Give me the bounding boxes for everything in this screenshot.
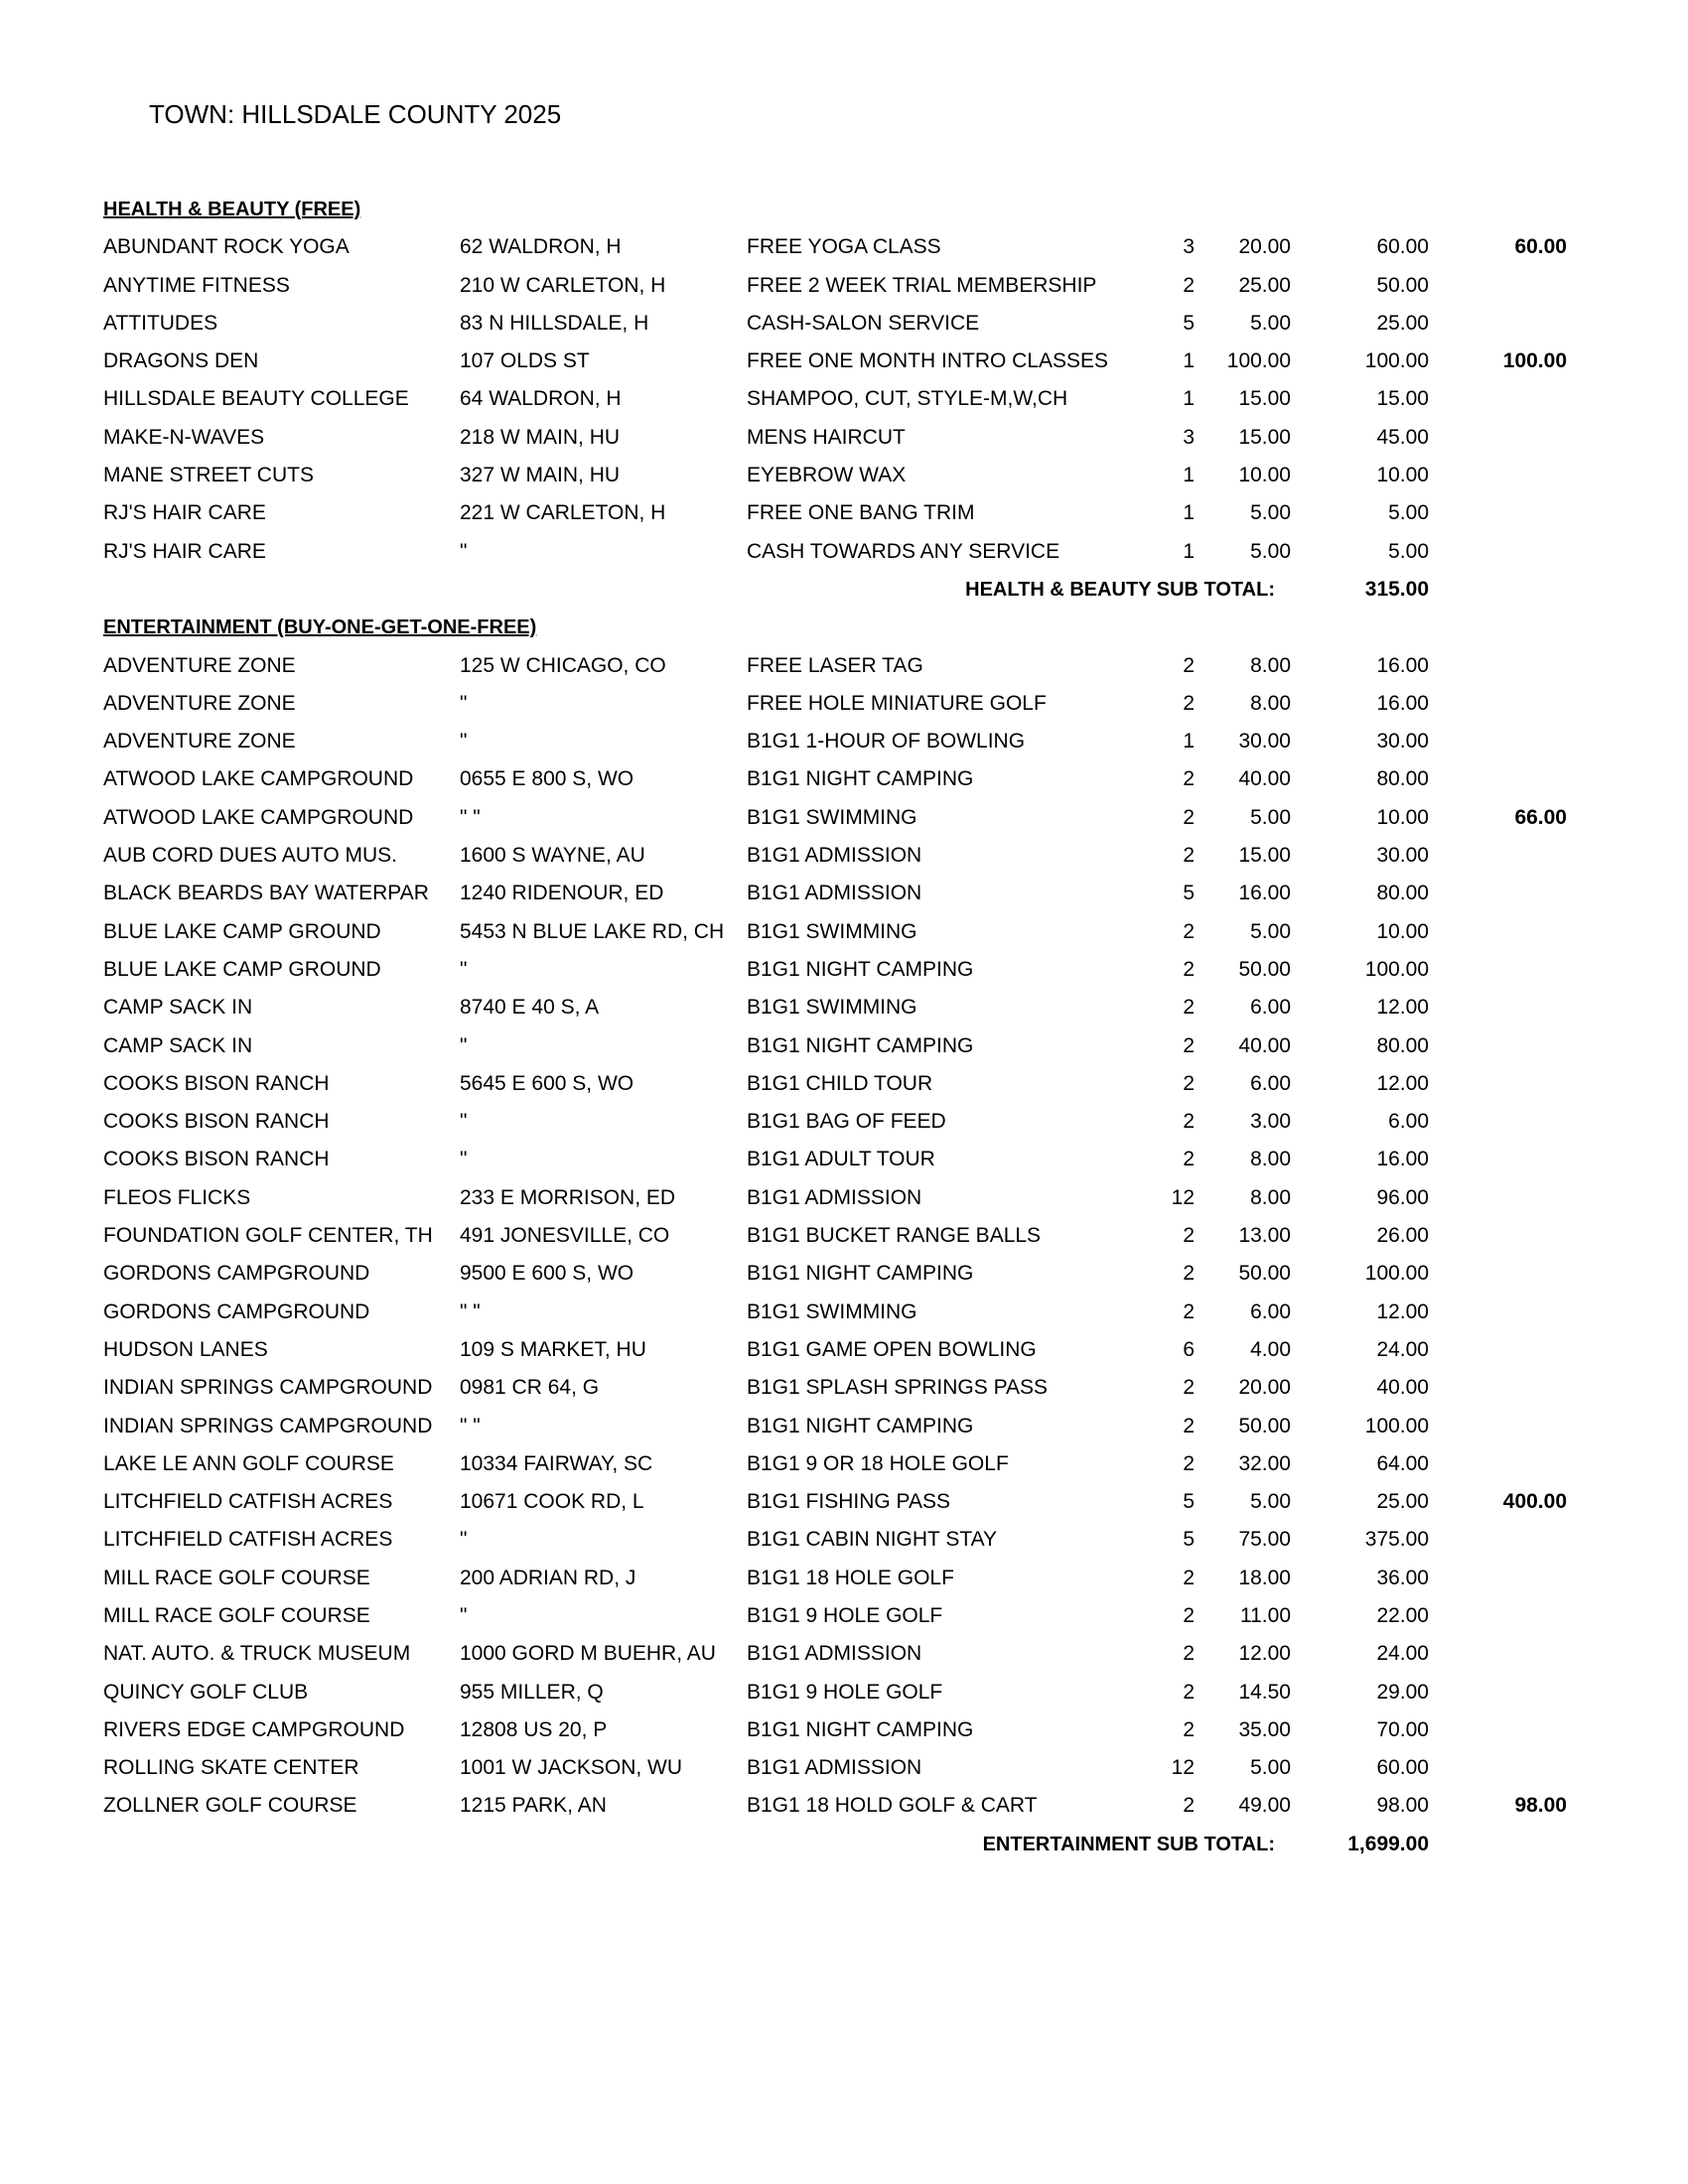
section-header (0, 609, 1688, 646)
table-row (0, 1597, 1688, 1635)
quantity: 2 (1183, 1566, 1195, 1589)
business-name: GORDONS CAMPGROUND (103, 1299, 370, 1323)
offer: B1G1 NIGHT CAMPING (747, 1414, 974, 1437)
line-total: 375.00 (1364, 1528, 1429, 1552)
table-row (0, 951, 1688, 989)
unit-value: 20.00 (1238, 1376, 1291, 1400)
quantity: 2 (1183, 957, 1195, 981)
business-name: ATWOOD LAKE CAMPGROUND (103, 767, 414, 791)
unit-value: 8.00 (1250, 1148, 1291, 1171)
quantity: 2 (1183, 1071, 1195, 1095)
unit-value: 5.00 (1250, 805, 1291, 829)
offer: B1G1 BUCKET RANGE BALLS (747, 1224, 1042, 1248)
line-total: 64.00 (1376, 1451, 1429, 1475)
offer: B1G1 SWIMMING (747, 996, 917, 1020)
table-row (0, 1635, 1688, 1673)
line-total: 50.00 (1376, 273, 1429, 297)
section-title: ENTERTAINMENT (BUY-ONE-GET-ONE-FREE) (103, 616, 537, 639)
quantity: 2 (1183, 273, 1195, 297)
address: 62 WALDRON, H (460, 235, 622, 259)
table-row (0, 419, 1688, 457)
table-row (0, 799, 1688, 837)
table-row (0, 647, 1688, 685)
table-row (0, 1711, 1688, 1749)
unit-value: 6.00 (1250, 1071, 1291, 1095)
table-row (0, 457, 1688, 494)
line-total: 22.00 (1376, 1603, 1429, 1627)
line-total: 70.00 (1376, 1717, 1429, 1741)
quantity: 5 (1183, 1490, 1195, 1514)
line-total: 5.00 (1388, 501, 1429, 525)
offer: FREE LASER TAG (747, 653, 923, 677)
business-name: COOKS BISON RANCH (103, 1110, 330, 1134)
table-row (0, 1560, 1688, 1597)
unit-value: 40.00 (1238, 1033, 1291, 1057)
table-row (0, 228, 1688, 266)
address: " (460, 1148, 468, 1171)
business-name: ZOLLNER GOLF COURSE (103, 1794, 357, 1818)
address: " (460, 539, 468, 563)
offer: B1G1 NIGHT CAMPING (747, 957, 974, 981)
line-total: 100.00 (1364, 349, 1429, 373)
business-name: ADVENTURE ZONE (103, 691, 296, 715)
offer: CASH TOWARDS ANY SERVICE (747, 539, 1060, 563)
unit-value: 32.00 (1238, 1451, 1291, 1475)
line-total: 6.00 (1388, 1110, 1429, 1134)
unit-value: 15.00 (1238, 844, 1291, 868)
unit-value: 8.00 (1250, 653, 1291, 677)
address: 10334 FAIRWAY, SC (460, 1451, 653, 1475)
address: " (460, 1603, 468, 1627)
line-total: 80.00 (1376, 882, 1429, 905)
offer: SHAMPOO, CUT, STYLE-M,W,CH (747, 387, 1068, 411)
unit-value: 5.00 (1250, 1490, 1291, 1514)
offer: FREE ONE MONTH INTRO CLASSES (747, 349, 1109, 373)
address: " " (460, 805, 481, 829)
table-row (0, 1027, 1688, 1065)
address: 125 W CHICAGO, CO (460, 653, 666, 677)
quantity: 2 (1183, 1299, 1195, 1323)
subtotal-row (0, 1826, 1688, 1863)
quantity: 2 (1183, 653, 1195, 677)
business-name: AUB CORD DUES AUTO MUS. (103, 844, 397, 868)
address: " (460, 1528, 468, 1552)
address: " " (460, 1414, 481, 1437)
business-name: ABUNDANT ROCK YOGA (103, 235, 350, 259)
line-total: 29.00 (1376, 1680, 1429, 1704)
line-total: 12.00 (1376, 1299, 1429, 1323)
unit-value: 100.00 (1226, 349, 1291, 373)
subtotal-row (0, 571, 1688, 609)
table-row (0, 1445, 1688, 1483)
address: 1001 W JACKSON, WU (460, 1756, 683, 1780)
quantity: 2 (1183, 767, 1195, 791)
offer: B1G1 NIGHT CAMPING (747, 1262, 974, 1286)
line-total: 30.00 (1376, 844, 1429, 868)
unit-value: 6.00 (1250, 1299, 1291, 1323)
address: 107 OLDS ST (460, 349, 590, 373)
address: 5645 E 600 S, WO (460, 1071, 634, 1095)
offer: B1G1 18 HOLE GOLF (747, 1566, 954, 1589)
unit-value: 50.00 (1238, 1414, 1291, 1437)
unit-value: 5.00 (1250, 311, 1291, 335)
address: " (460, 1110, 468, 1134)
unit-value: 75.00 (1238, 1528, 1291, 1552)
quantity: 2 (1183, 1224, 1195, 1248)
table-row (0, 685, 1688, 723)
offer: MENS HAIRCUT (747, 425, 906, 449)
unit-value: 4.00 (1250, 1337, 1291, 1361)
quantity: 2 (1183, 1148, 1195, 1171)
unit-value: 50.00 (1238, 957, 1291, 981)
line-total: 26.00 (1376, 1224, 1429, 1248)
quantity: 2 (1183, 1680, 1195, 1704)
line-total: 40.00 (1376, 1376, 1429, 1400)
address: 1240 RIDENOUR, ED (460, 882, 664, 905)
line-total: 16.00 (1376, 691, 1429, 715)
line-total: 100.00 (1364, 1414, 1429, 1437)
offer: B1G1 ADMISSION (747, 844, 922, 868)
section-header (0, 191, 1688, 228)
quantity: 2 (1183, 996, 1195, 1020)
unit-value: 16.00 (1238, 882, 1291, 905)
table-row (0, 494, 1688, 532)
address: 9500 E 600 S, WO (460, 1262, 634, 1286)
quantity: 3 (1183, 425, 1195, 449)
business-name: RJ'S HAIR CARE (103, 501, 266, 525)
business-name: FOUNDATION GOLF CENTER, TH (103, 1224, 433, 1248)
business-name: COOKS BISON RANCH (103, 1071, 330, 1095)
offer: B1G1 9 HOLE GOLF (747, 1603, 943, 1627)
business-name: LITCHFIELD CATFISH ACRES (103, 1528, 393, 1552)
quantity: 2 (1183, 805, 1195, 829)
unit-value: 20.00 (1238, 235, 1291, 259)
business-name: MANE STREET CUTS (103, 464, 314, 487)
business-name: ROLLING SKATE CENTER (103, 1756, 359, 1780)
business-name: HUDSON LANES (103, 1337, 268, 1361)
unit-value: 49.00 (1238, 1794, 1291, 1818)
line-total: 16.00 (1376, 1148, 1429, 1171)
business-name: INDIAN SPRINGS CAMPGROUND (103, 1376, 433, 1400)
quantity: 12 (1171, 1185, 1195, 1209)
line-total: 12.00 (1376, 1071, 1429, 1095)
line-total: 15.00 (1376, 387, 1429, 411)
business-name: NAT. AUTO. & TRUCK MUSEUM (103, 1642, 411, 1666)
quantity: 1 (1183, 349, 1195, 373)
table-row (0, 1749, 1688, 1787)
address: 218 W MAIN, HU (460, 425, 621, 449)
address: 221 W CARLETON, H (460, 501, 666, 525)
business-name: BLACK BEARDS BAY WATERPAR (103, 882, 429, 905)
offer: B1G1 SPLASH SPRINGS PASS (747, 1376, 1049, 1400)
unit-value: 8.00 (1250, 691, 1291, 715)
unit-value: 35.00 (1238, 1717, 1291, 1741)
unit-value: 6.00 (1250, 996, 1291, 1020)
table-row (0, 267, 1688, 305)
group-total: 66.00 (1514, 805, 1567, 829)
business-name: MILL RACE GOLF COURSE (103, 1566, 370, 1589)
table-row (0, 1065, 1688, 1103)
line-total: 10.00 (1376, 805, 1429, 829)
table-row (0, 1787, 1688, 1825)
business-name: ATTITUDES (103, 311, 218, 335)
quantity: 2 (1183, 1376, 1195, 1400)
line-total: 24.00 (1376, 1337, 1429, 1361)
address: 200 ADRIAN RD, J (460, 1566, 636, 1589)
table-row (0, 875, 1688, 912)
unit-value: 25.00 (1238, 273, 1291, 297)
line-total: 10.00 (1376, 464, 1429, 487)
address: 83 N HILLSDALE, H (460, 311, 649, 335)
table-row (0, 989, 1688, 1026)
subtotal-label: ENTERTAINMENT SUB TOTAL: (982, 1833, 1275, 1855)
address: 210 W CARLETON, H (460, 273, 666, 297)
quantity: 5 (1183, 311, 1195, 335)
line-total: 25.00 (1376, 1490, 1429, 1514)
group-total: 98.00 (1514, 1794, 1567, 1818)
line-total: 10.00 (1376, 919, 1429, 943)
line-total: 16.00 (1376, 653, 1429, 677)
table-row (0, 1483, 1688, 1521)
table-row (0, 380, 1688, 418)
quantity: 3 (1183, 235, 1195, 259)
address: 0655 E 800 S, WO (460, 767, 634, 791)
table-row (0, 837, 1688, 875)
group-total: 60.00 (1514, 235, 1567, 259)
quantity: 2 (1183, 1414, 1195, 1437)
offer: B1G1 FISHING PASS (747, 1490, 951, 1514)
quantity: 1 (1183, 539, 1195, 563)
subtotal-value: 1,699.00 (1347, 1832, 1429, 1855)
address: 5453 N BLUE LAKE RD, CH (460, 919, 725, 943)
business-name: CAMP SACK IN (103, 996, 253, 1020)
table-row (0, 1103, 1688, 1141)
offer: CASH-SALON SERVICE (747, 311, 980, 335)
quantity: 1 (1183, 387, 1195, 411)
offer: B1G1 NIGHT CAMPING (747, 1033, 974, 1057)
offer: B1G1 18 HOLD GOLF & CART (747, 1794, 1038, 1818)
line-total: 36.00 (1376, 1566, 1429, 1589)
offer: FREE HOLE MINIATURE GOLF (747, 691, 1047, 715)
quantity: 2 (1183, 691, 1195, 715)
quantity: 2 (1183, 1717, 1195, 1741)
unit-value: 5.00 (1250, 501, 1291, 525)
business-name: LITCHFIELD CATFISH ACRES (103, 1490, 393, 1514)
coupon-table (0, 191, 1688, 1863)
business-name: MILL RACE GOLF COURSE (103, 1603, 370, 1627)
quantity: 2 (1183, 1642, 1195, 1666)
line-total: 100.00 (1364, 957, 1429, 981)
address: 10671 COOK RD, L (460, 1490, 644, 1514)
business-name: MAKE-N-WAVES (103, 425, 265, 449)
business-name: INDIAN SPRINGS CAMPGROUND (103, 1414, 433, 1437)
quantity: 1 (1183, 501, 1195, 525)
table-row (0, 342, 1688, 380)
table-row (0, 1408, 1688, 1445)
table-row (0, 305, 1688, 342)
address: 1215 PARK, AN (460, 1794, 607, 1818)
address: 8740 E 40 S, A (460, 996, 600, 1020)
quantity: 2 (1183, 844, 1195, 868)
table-row (0, 1255, 1688, 1293)
quantity: 2 (1183, 1110, 1195, 1134)
address: " (460, 730, 468, 753)
business-name: COOKS BISON RANCH (103, 1148, 330, 1171)
quantity: 12 (1171, 1756, 1195, 1780)
table-row (0, 723, 1688, 760)
table-row (0, 1369, 1688, 1407)
offer: FREE 2 WEEK TRIAL MEMBERSHIP (747, 273, 1097, 297)
table-row (0, 1141, 1688, 1178)
table-row (0, 1294, 1688, 1331)
address: 64 WALDRON, H (460, 387, 622, 411)
quantity: 2 (1183, 1262, 1195, 1286)
address: 1600 S WAYNE, AU (460, 844, 645, 868)
business-name: QUINCY GOLF CLUB (103, 1680, 309, 1704)
quantity: 5 (1183, 882, 1195, 905)
unit-value: 10.00 (1238, 464, 1291, 487)
table-row (0, 1217, 1688, 1255)
line-total: 60.00 (1376, 235, 1429, 259)
quantity: 5 (1183, 1528, 1195, 1552)
business-name: FLEOS FLICKS (103, 1185, 251, 1209)
table-row (0, 1521, 1688, 1559)
business-name: RIVERS EDGE CAMPGROUND (103, 1717, 405, 1741)
group-total: 400.00 (1502, 1490, 1567, 1514)
subtotal-value: 315.00 (1364, 577, 1429, 601)
unit-value: 5.00 (1250, 1756, 1291, 1780)
quantity: 2 (1183, 1603, 1195, 1627)
line-total: 80.00 (1376, 1033, 1429, 1057)
section-title: HEALTH & BEAUTY (FREE) (103, 199, 361, 220)
unit-value: 15.00 (1238, 387, 1291, 411)
offer: B1G1 SWIMMING (747, 1299, 917, 1323)
offer: B1G1 BAG OF FEED (747, 1110, 946, 1134)
table-row (0, 1179, 1688, 1217)
address: 1000 GORD M BUEHR, AU (460, 1642, 716, 1666)
line-total: 5.00 (1388, 539, 1429, 563)
line-total: 96.00 (1376, 1185, 1429, 1209)
offer: B1G1 NIGHT CAMPING (747, 767, 974, 791)
address: " (460, 957, 468, 981)
offer: B1G1 SWIMMING (747, 919, 917, 943)
business-name: CAMP SACK IN (103, 1033, 253, 1057)
line-total: 100.00 (1364, 1262, 1429, 1286)
offer: EYEBROW WAX (747, 464, 907, 487)
line-total: 80.00 (1376, 767, 1429, 791)
business-name: GORDONS CAMPGROUND (103, 1262, 370, 1286)
line-total: 98.00 (1376, 1794, 1429, 1818)
line-total: 12.00 (1376, 996, 1429, 1020)
address: " " (460, 1299, 481, 1323)
quantity: 2 (1183, 1451, 1195, 1475)
offer: B1G1 SWIMMING (747, 805, 917, 829)
unit-value: 3.00 (1250, 1110, 1291, 1134)
table-row (0, 760, 1688, 798)
business-name: ATWOOD LAKE CAMPGROUND (103, 805, 414, 829)
quantity: 2 (1183, 1794, 1195, 1818)
offer: B1G1 ADMISSION (747, 1756, 922, 1780)
line-total: 25.00 (1376, 311, 1429, 335)
unit-value: 14.50 (1238, 1680, 1291, 1704)
unit-value: 15.00 (1238, 425, 1291, 449)
table-row (0, 533, 1688, 571)
business-name: BLUE LAKE CAMP GROUND (103, 957, 381, 981)
offer: B1G1 9 HOLE GOLF (747, 1680, 943, 1704)
business-name: HILLSDALE BEAUTY COLLEGE (103, 387, 409, 411)
business-name: LAKE LE ANN GOLF COURSE (103, 1451, 394, 1475)
business-name: BLUE LAKE CAMP GROUND (103, 919, 381, 943)
business-name: RJ'S HAIR CARE (103, 539, 266, 563)
offer: FREE YOGA CLASS (747, 235, 941, 259)
business-name: ADVENTURE ZONE (103, 653, 296, 677)
unit-value: 13.00 (1238, 1224, 1291, 1248)
table-row (0, 1674, 1688, 1711)
table-row (0, 913, 1688, 951)
unit-value: 8.00 (1250, 1185, 1291, 1209)
address: 233 E MORRISON, ED (460, 1185, 676, 1209)
quantity: 1 (1183, 730, 1195, 753)
business-name: ADVENTURE ZONE (103, 730, 296, 753)
line-total: 24.00 (1376, 1642, 1429, 1666)
address: " (460, 691, 468, 715)
offer: FREE ONE BANG TRIM (747, 501, 975, 525)
business-name: ANYTIME FITNESS (103, 273, 290, 297)
offer: B1G1 CABIN NIGHT STAY (747, 1528, 998, 1552)
subtotal-label: HEALTH & BEAUTY SUB TOTAL: (965, 578, 1275, 601)
offer: B1G1 GAME OPEN BOWLING (747, 1337, 1037, 1361)
offer: B1G1 9 OR 18 HOLE GOLF (747, 1451, 1009, 1475)
unit-value: 50.00 (1238, 1262, 1291, 1286)
address: 491 JONESVILLE, CO (460, 1224, 670, 1248)
quantity: 6 (1183, 1337, 1195, 1361)
line-total: 60.00 (1376, 1756, 1429, 1780)
unit-value: 5.00 (1250, 919, 1291, 943)
unit-value: 11.00 (1240, 1603, 1291, 1627)
quantity: 2 (1183, 1033, 1195, 1057)
offer: B1G1 CHILD TOUR (747, 1071, 933, 1095)
offer: B1G1 1-HOUR OF BOWLING (747, 730, 1026, 753)
address: " (460, 1033, 468, 1057)
unit-value: 40.00 (1238, 767, 1291, 791)
table-row (0, 1331, 1688, 1369)
page-title: TOWN: HILLSDALE COUNTY 2025 (149, 99, 562, 129)
offer: B1G1 ADMISSION (747, 1185, 922, 1209)
quantity: 1 (1183, 464, 1195, 487)
business-name: DRAGONS DEN (103, 349, 259, 373)
unit-value: 30.00 (1238, 730, 1291, 753)
unit-value: 18.00 (1238, 1566, 1291, 1589)
offer: B1G1 ADMISSION (747, 1642, 922, 1666)
unit-value: 12.00 (1238, 1642, 1291, 1666)
unit-value: 5.00 (1250, 539, 1291, 563)
address: 327 W MAIN, HU (460, 464, 621, 487)
offer: B1G1 NIGHT CAMPING (747, 1717, 974, 1741)
offer: B1G1 ADULT TOUR (747, 1148, 935, 1171)
address: 0981 CR 64, G (460, 1376, 600, 1400)
address: 955 MILLER, Q (460, 1680, 604, 1704)
quantity: 2 (1183, 919, 1195, 943)
address: 12808 US 20, P (460, 1717, 608, 1741)
offer: B1G1 ADMISSION (747, 882, 922, 905)
line-total: 30.00 (1376, 730, 1429, 753)
group-total: 100.00 (1502, 349, 1567, 373)
address: 109 S MARKET, HU (460, 1337, 646, 1361)
line-total: 45.00 (1376, 425, 1429, 449)
